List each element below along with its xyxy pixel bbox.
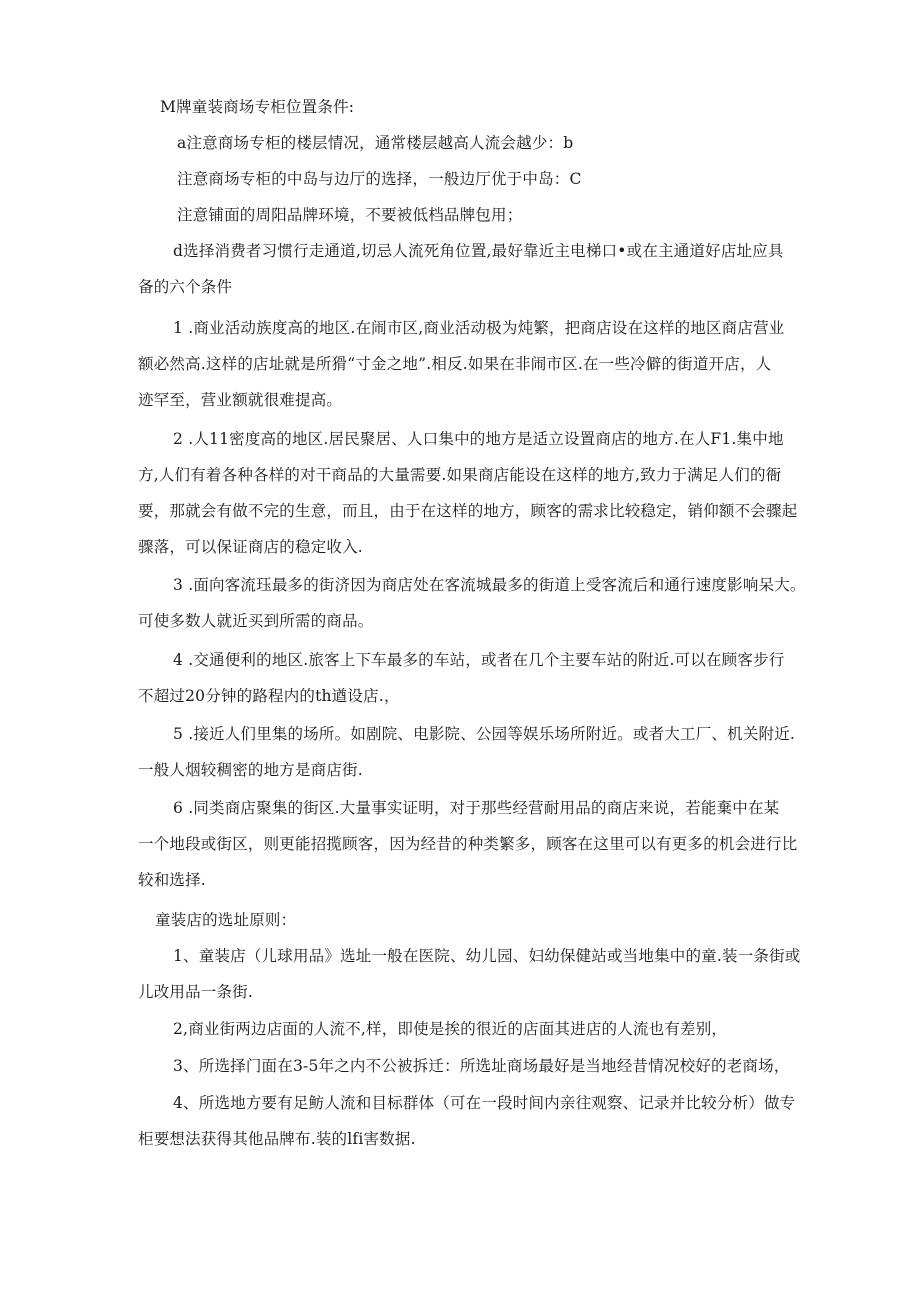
- text-line: 注意铺面的周阳品牌环境，不要被低档品牌包用；: [177, 206, 523, 224]
- item-2-line: 要，那就会有做不完的生意，而且，由于在这样的地方，顾客的需求比较稳定，销仰额不会骤起: [138, 502, 798, 520]
- heading-location-conditions: M牌童装商场专柜位置条件:: [160, 98, 355, 116]
- item-6-line: 6 .同类商店聚集的街区.大量事实证明，对于那些经营耐用品的商店来说，若能棄中在某: [173, 799, 780, 817]
- item-2-line: 方,人们有着各种各样的对干商品的大量需要.如果商店能设在这样的地方,致力于满足人们的衙: [138, 466, 782, 484]
- heading-site-principles: 童装店的选址原则：: [155, 911, 297, 929]
- principle-3-line: 3、所选择门面在3-5年之内不公被拆迁：所选址商场最好是当地经昔情况校好的老商场，: [173, 1057, 790, 1075]
- item-5-line: 5 .接近人们里集的场所。如剧院、电影院、公园等娱乐场所附近。或者大工厂、机关附近.: [173, 725, 796, 743]
- item-4-line: 不超过20分钟的路程内的th遒设店.，: [138, 687, 400, 705]
- item-2-line: 2 .人11密度高的地区.居民聚居、人口集中的地方是适立设置商店的地方.在人F1.集中地: [173, 430, 784, 448]
- item-6-line: 较和选择.: [138, 871, 206, 889]
- principle-1-line: 1、童装店（儿球用品》选址一般在医院、幼儿园、妇幼保健站或当地集中的童.装一条街或: [173, 947, 801, 965]
- text-line: d选择消费者习惯行走通道,切忌人流死角位置,最好靠近主电梯口•或在主通道好店址应具: [173, 242, 784, 260]
- item-1-line: 迹罕至，营业额就很难提高。: [138, 391, 343, 409]
- item-5-line: 一般人烟较稠密的地方是商店街.: [138, 761, 363, 779]
- item-1-line: 1 .商业活动族度高的地区.在闹市区,商业活动极为炖繁，把商店设在这样的地区商店营业: [173, 319, 785, 337]
- text-line: 备的六个条件: [138, 278, 233, 296]
- principle-4-line: 柜要想法获得其他品牌布.装的lfi害数据.: [138, 1130, 416, 1148]
- item-3-line: 可使多数人就近买到所需的商品。: [138, 612, 374, 630]
- item-2-line: 骤落，可以保证商店的稳定收入.: [138, 538, 363, 556]
- principle-2-line: 2,商业街两边店面的人流不,样，即使是挨的很近的店面其进店的人流也有差别，: [173, 1020, 728, 1038]
- text-line: a注意商场专柜的楼层情况，通常楼层越高人流会越少：b: [177, 134, 574, 152]
- item-1-line: 额必然高.这样的店址就是所猾“寸金之地”.相反.如果在非闹市区.在一些冷僻的街道开店，人: [138, 355, 772, 373]
- text-line: 注意商场专柜的中岛与边厅的选择，一般边厅优于中岛：C: [177, 170, 582, 188]
- item-6-line: 一个地段或街区，则更能招揽顾客，因为经昔的种类繁多，顾客在这里可以有更多的机会进行比: [138, 835, 798, 853]
- item-4-line: 4 .交通便利的地区.旅客上下车最多的车站，或者在几个主要车站的附近.可以在顾客步行: [173, 651, 785, 669]
- principle-4-line: 4、所选地方要有足鲂人流和目标群体（可在一段时间内亲往观察、记录并比较分析）做专: [173, 1094, 796, 1112]
- principle-1-line: 儿改用品一条街.: [138, 983, 254, 1001]
- item-3-line: 3 .面向客流珏最多的街济因为商店处在客流城最多的街道上受客流后和通行速度影响呆大。: [173, 576, 806, 594]
